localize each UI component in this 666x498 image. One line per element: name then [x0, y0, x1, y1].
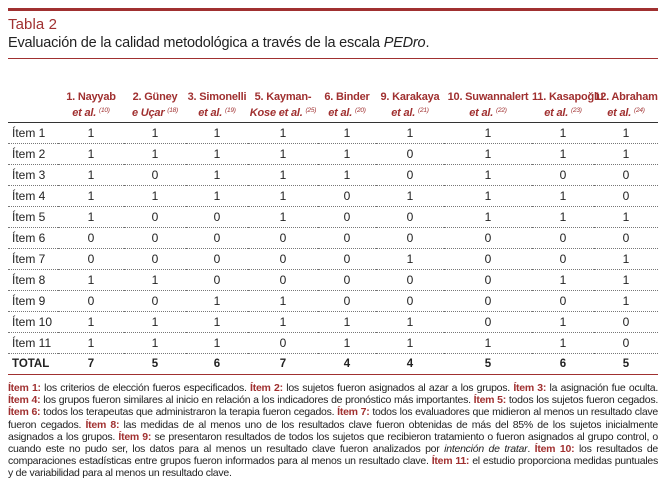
total-cell: 7	[58, 354, 124, 375]
table-cell: 1	[318, 312, 376, 333]
table-row	[8, 228, 658, 249]
table-cell: 1	[532, 333, 594, 354]
table-cell: 0	[376, 165, 444, 186]
row-label: Ítem 9	[8, 291, 58, 312]
footnote-item-key: Ítem 8:	[85, 418, 120, 431]
table-cell: 0	[186, 228, 248, 249]
table-cell: 1	[248, 144, 318, 165]
footnote-item-text: los grupos fueron similares al inicio en relación a los indicadores de pronóstico más importantes.	[40, 394, 474, 407]
footnote-item-text: la asignación fue oculta.	[546, 382, 659, 394]
table-row	[8, 207, 658, 228]
column-header-authors	[376, 104, 444, 120]
footnote-item-key: Ítem 10:	[534, 443, 575, 456]
table-cell: 0	[248, 270, 318, 291]
table-cell: 1	[58, 144, 124, 165]
table-cell: 1	[124, 312, 186, 333]
table-cell: 1	[124, 144, 186, 165]
table-cell: 1	[444, 123, 532, 144]
column-header-authors	[248, 104, 318, 120]
footnote-item-text: el estudio proporciona medidas puntuales y de variabilidad para al menos un resultado clave.	[8, 455, 659, 480]
caption-text: Evaluación de la calidad metodológica a través de la escala	[8, 35, 384, 51]
top-rule	[8, 8, 658, 11]
table-cell: 1	[124, 186, 186, 207]
column-header-etal: Kose et al.	[249, 107, 303, 119]
row-label: Ítem 4	[8, 186, 58, 207]
row-label: Ítem 6	[8, 228, 58, 249]
footnote-item-text: los criterios de elección fueros especificados.	[40, 382, 251, 394]
table-cell: 0	[376, 270, 444, 291]
footnote-item-key: Ítem 5:	[473, 394, 506, 407]
table-cell: 1	[186, 123, 248, 144]
table-cell: 0	[58, 228, 124, 249]
table-cell: 0	[532, 165, 594, 186]
row-label: Ítem 11	[8, 333, 58, 354]
column-header	[186, 86, 248, 123]
table-body	[8, 123, 658, 375]
table-cell: 0	[594, 186, 658, 207]
table-cell: 1	[248, 207, 318, 228]
footnote-item-key: Ítem 1:	[8, 382, 41, 394]
column-header-study: 1. Nayyab	[66, 91, 116, 103]
footnote-item-key: Ítem 9:	[118, 430, 152, 443]
table-cell: 0	[376, 291, 444, 312]
table-cell: 1	[594, 249, 658, 270]
column-header-etal: et al.	[544, 107, 569, 119]
table-cell: 1	[248, 123, 318, 144]
table-cell: 0	[58, 249, 124, 270]
table-cell: 0	[594, 165, 658, 186]
total-cell: 7	[248, 354, 318, 375]
table-cell: 0	[318, 291, 376, 312]
table-cell: 0	[186, 270, 248, 291]
row-label: Ítem 7	[8, 249, 58, 270]
footnote-item-key: Ítem 11:	[431, 455, 470, 468]
pedro-table	[8, 86, 658, 375]
column-header-reference: (10)	[98, 107, 110, 114]
footnote-item-text: los sujetos fueron asignados al azar a los grupos.	[282, 382, 514, 394]
column-header-authors	[444, 104, 532, 120]
column-header-etal: et al.	[198, 107, 223, 119]
table-cell: 1	[444, 144, 532, 165]
table-cell: 1	[594, 207, 658, 228]
table-cell: 0	[318, 249, 376, 270]
table-cell: 1	[532, 207, 594, 228]
table-cell: 1	[444, 186, 532, 207]
table-cell: 1	[532, 186, 594, 207]
column-header-study: 3. Simonelli	[187, 91, 247, 103]
column-header-etal: e Uçar	[131, 107, 165, 119]
table-row	[8, 144, 658, 165]
column-header-etal: et al.	[469, 107, 494, 119]
row-label: Ítem 8	[8, 270, 58, 291]
table-cell: 1	[124, 333, 186, 354]
table-row	[8, 165, 658, 186]
table-cell: 0	[318, 207, 376, 228]
table-cell: 0	[248, 249, 318, 270]
row-label: Ítem 10	[8, 312, 58, 333]
total-row	[8, 354, 658, 375]
table-cell: 1	[58, 312, 124, 333]
table-cell: 1	[594, 291, 658, 312]
table-caption	[8, 35, 429, 51]
table-cell: 0	[444, 228, 532, 249]
column-header-authors	[124, 104, 186, 120]
footnote-item-key: Ítem 6:	[8, 406, 41, 419]
footnote-item-text-end: .	[527, 443, 535, 456]
table-cell: 0	[124, 291, 186, 312]
row-label: Ítem 1	[8, 123, 58, 144]
column-header	[376, 86, 444, 123]
column-header-authors	[594, 104, 658, 120]
table-cell: 1	[376, 312, 444, 333]
table-cell: 1	[58, 186, 124, 207]
table-cell: 0	[248, 228, 318, 249]
table-cell: 0	[58, 291, 124, 312]
table-cell: 1	[248, 165, 318, 186]
table-row	[8, 312, 658, 333]
table-cell: 0	[444, 249, 532, 270]
table-cell: 1	[318, 144, 376, 165]
table-cell: 1	[376, 249, 444, 270]
table-cell: 1	[248, 186, 318, 207]
table-row	[8, 186, 658, 207]
column-header	[58, 86, 124, 123]
table-cell: 1	[376, 186, 444, 207]
footnote	[8, 382, 658, 480]
table-cell: 1	[318, 123, 376, 144]
column-header-reference: (18)	[167, 107, 179, 114]
table-cell: 1	[444, 165, 532, 186]
table-cell: 1	[318, 333, 376, 354]
row-label: Ítem 2	[8, 144, 58, 165]
column-header-reference: (19)	[224, 107, 236, 114]
column-header-study: 10. Suwannalert	[447, 91, 529, 103]
table-cell: 0	[248, 333, 318, 354]
table-cell: 0	[444, 291, 532, 312]
table-cell: 0	[594, 228, 658, 249]
table-cell: 0	[318, 270, 376, 291]
column-header-reference: (21)	[417, 107, 429, 114]
column-header-etal: et al.	[72, 107, 97, 119]
table-cell: 1	[186, 144, 248, 165]
column-header	[532, 86, 604, 123]
table-cell: 1	[248, 312, 318, 333]
table-row	[8, 270, 658, 291]
table-cell: 1	[186, 165, 248, 186]
table-cell: 0	[124, 249, 186, 270]
table-cell: 0	[376, 228, 444, 249]
table-cell: 0	[318, 228, 376, 249]
total-cell: 6	[186, 354, 248, 375]
footnote-item-key: Ítem 7:	[337, 406, 370, 419]
column-header-authors	[186, 104, 248, 120]
footnote-item-text: todos los sujetos fueron cegados.	[505, 394, 658, 407]
footnote-item-key: Ítem 2:	[250, 382, 283, 394]
column-header-reference: (23)	[570, 107, 582, 114]
table-cell: 1	[444, 207, 532, 228]
column-header-reference: (22)	[495, 107, 507, 114]
table-cell: 0	[124, 207, 186, 228]
table-cell: 0	[532, 291, 594, 312]
column-header-etal: et al.	[607, 107, 632, 119]
footnote-item-key: Ítem 4:	[8, 394, 41, 407]
total-label: TOTAL	[8, 354, 58, 375]
table-cell: 1	[594, 270, 658, 291]
table-cell: 0	[376, 207, 444, 228]
table-cell: 1	[594, 123, 658, 144]
table-cell: 1	[376, 333, 444, 354]
table-cell: 0	[532, 228, 594, 249]
table-cell: 1	[376, 123, 444, 144]
column-header-study: 2. Güney	[132, 91, 178, 103]
table-cell: 0	[186, 207, 248, 228]
caption-end: .	[425, 35, 430, 51]
column-header-study: 11. Kasapoğlu	[532, 91, 604, 103]
table-cell: 1	[58, 207, 124, 228]
table-label: Tabla 2	[8, 16, 58, 33]
table-row	[8, 123, 658, 144]
caption-scale: PEDro	[383, 35, 426, 51]
column-header-reference: (24)	[633, 107, 645, 114]
column-header	[594, 86, 658, 123]
column-header-authors	[318, 104, 376, 120]
table-cell: 0	[124, 165, 186, 186]
column-header-study: 5. Kayman-	[254, 91, 312, 103]
footnote-item-text: los resultados de comparaciones estadísticas entre grupos fueron informados para al menos un resultado clave.	[8, 443, 659, 468]
footnote-item-text: todos los terapeutas que administraron la terapia fueron cegados.	[40, 406, 338, 419]
total-cell: 5	[124, 354, 186, 375]
row-label: Ítem 3	[8, 165, 58, 186]
table-cell: 1	[58, 333, 124, 354]
table-cell: 0	[124, 228, 186, 249]
column-header	[444, 86, 532, 123]
column-header	[318, 86, 376, 123]
table-cell: 1	[444, 333, 532, 354]
column-header-study: 9. Karakaya	[380, 91, 440, 103]
table-cell: 0	[532, 249, 594, 270]
footnote-item-italic: intención de tratar	[444, 443, 528, 456]
footnote-item-text: se presentaron resultados de todos los sujetos que recibieron tratamiento o fueron asignados al grupo control, o cuando este no pudo ser, los datos para al menos un resultado clave fueron analizados por	[8, 430, 659, 456]
column-header-study: 12. Abraham	[594, 91, 658, 103]
table-row	[8, 249, 658, 270]
table-cell: 0	[444, 270, 532, 291]
table-cell: 1	[186, 186, 248, 207]
column-header-etal: et al.	[328, 107, 353, 119]
table-cell: 1	[124, 123, 186, 144]
column-header	[248, 86, 318, 123]
table-cell: 1	[124, 270, 186, 291]
table-cell: 1	[186, 291, 248, 312]
table-cell: 0	[186, 249, 248, 270]
table-cell: 1	[532, 270, 594, 291]
footnote-item-text: las medidas de al menos uno de los resultados clave fueron obtenidas de más del 85% de los sujetos inicialmente asignados a los grupos.	[8, 418, 658, 443]
total-cell: 4	[318, 354, 376, 375]
column-header-reference: (20)	[354, 107, 366, 114]
total-cell: 6	[532, 354, 594, 375]
table-cell: 0	[318, 186, 376, 207]
table-cell: 1	[248, 291, 318, 312]
table-cell: 1	[318, 165, 376, 186]
caption-rule	[8, 58, 658, 59]
header-corner	[8, 86, 58, 123]
column-header-authors	[58, 104, 124, 120]
footnote-item-key: Ítem 3:	[513, 382, 547, 394]
table-cell: 0	[444, 312, 532, 333]
table-row	[8, 291, 658, 312]
row-label: Ítem 5	[8, 207, 58, 228]
table-cell: 1	[532, 144, 594, 165]
total-cell: 5	[594, 354, 658, 375]
table-row	[8, 333, 658, 354]
table-cell: 1	[58, 165, 124, 186]
total-cell: 5	[444, 354, 532, 375]
table-cell: 0	[594, 333, 658, 354]
header-row	[8, 86, 658, 123]
column-header-authors	[532, 104, 594, 120]
table-cell: 0	[594, 312, 658, 333]
footnote-item-text: todos los evaluadores que midieron al menos un resultado clave fueron cegados.	[8, 406, 658, 431]
total-cell: 4	[376, 354, 444, 375]
column-header-study: 6. Binder	[324, 91, 370, 103]
table-cell: 1	[186, 333, 248, 354]
table-cell: 1	[532, 312, 594, 333]
column-header-etal: et al.	[391, 107, 416, 119]
table-cell: 1	[58, 270, 124, 291]
column-header-reference: (25)	[305, 107, 317, 114]
table-cell: 0	[376, 144, 444, 165]
table-cell: 1	[58, 123, 124, 144]
table-cell: 1	[532, 123, 594, 144]
column-header	[124, 86, 186, 123]
table-cell: 1	[594, 144, 658, 165]
table-cell: 1	[186, 312, 248, 333]
